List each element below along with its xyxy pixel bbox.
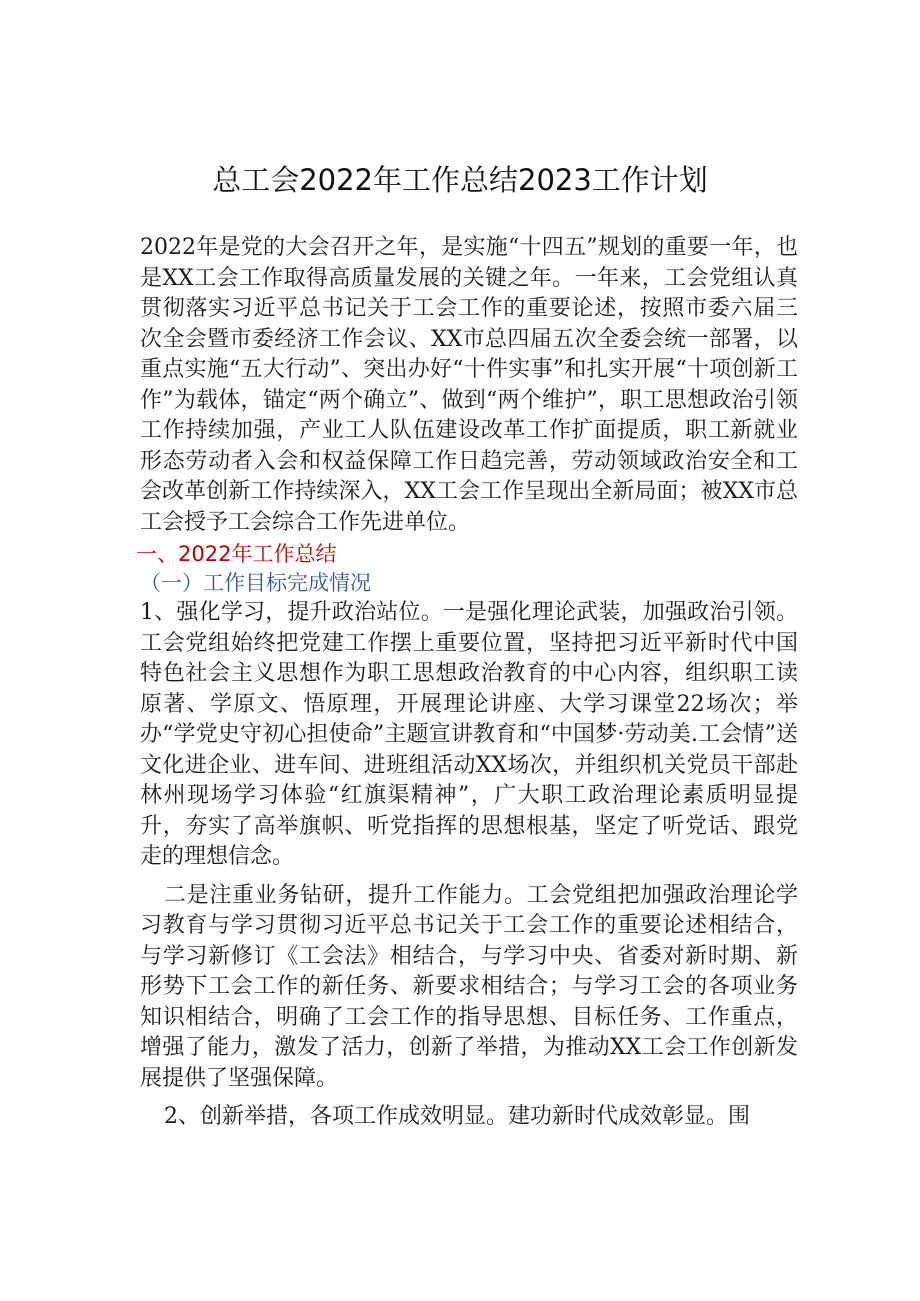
section-heading: 一、2022年工作总结 [136, 542, 337, 566]
document-body [136, 233, 799, 1133]
document-title: 总工会2022年工作总结2023工作计划 [212, 163, 708, 197]
subsection-heading: （一）工作目标完成情况 [140, 571, 371, 595]
body-paragraph-1: 1、强化学习，提升政治站位。一是强化理论武装，加强政治引领。工会党组始终把党建工作摆上重要位置，坚持把习近平新时代中国特色社会主义思想作为职工思想政治教育的中心内容，组织职工读原著、学原文、悟原理，开展理论讲座、大学习课堂22场次；举办“学党史守初心担使命”主题宣讲教育和“中国梦·劳动美.工会情”送文化进企业、进车间、进班组活动XX场次，并组织机关党员干部赴林州现场学习体验“红旗渠精神”，广大职工政治理论素质明显提升，夯实了高举旗帜、听党指挥的思想根基，坚定了听党话、跟党走的理想信念。 [140, 600, 798, 869]
intro-paragraph: 2022年是党的大会召开之年，是实施“十四五”规划的重要一年，也是XX工会工作取得高质量发展的关键之年。一年来，工会党组认真贯彻落实习近平总书记关于工会工作的重要论述，按照市委六届三次全会暨市委经济工作会议、XX市总四届五次全委会统一部署，以重点实施“五大行动”、突出办好“十件实事”和扎实开展“十项创新工作”为载体，锚定“两个确立”、做到“两个维护”，职工思想政治引领工作持续加强，产业工人队伍建设改革工作扩面提质，职工新就业形态劳动者入会和权益保障工作日趋完善，劳动领域政治安全和工会改革创新工作持续深入，XX工会工作呈现出全新局面；被XX市总工会授予工会综合工作先进单位。 [140, 235, 799, 535]
body-paragraph-2: 二是注重业务钻研，提升工作能力。工会党组把加强政治理论学习教育与学习贯彻习近平总书记关于工会工作的重要论述相结合，与学习新修订《工会法》相结合，与学习中央、省委对新时期、新形势下工会工作的新任务、新要求相结合；与学习工会的各项业务知识相结合，明确了工会工作的指导思想、目标任务、工作重点，增强了能力，激发了活力，创新了举措，为推动XX工会工作创新发展提供了坚强保障。 [140, 882, 798, 1091]
body-paragraph-3: 2、创新举措，各项工作成效明显。建功新时代成效彰显。围 [164, 1104, 750, 1129]
